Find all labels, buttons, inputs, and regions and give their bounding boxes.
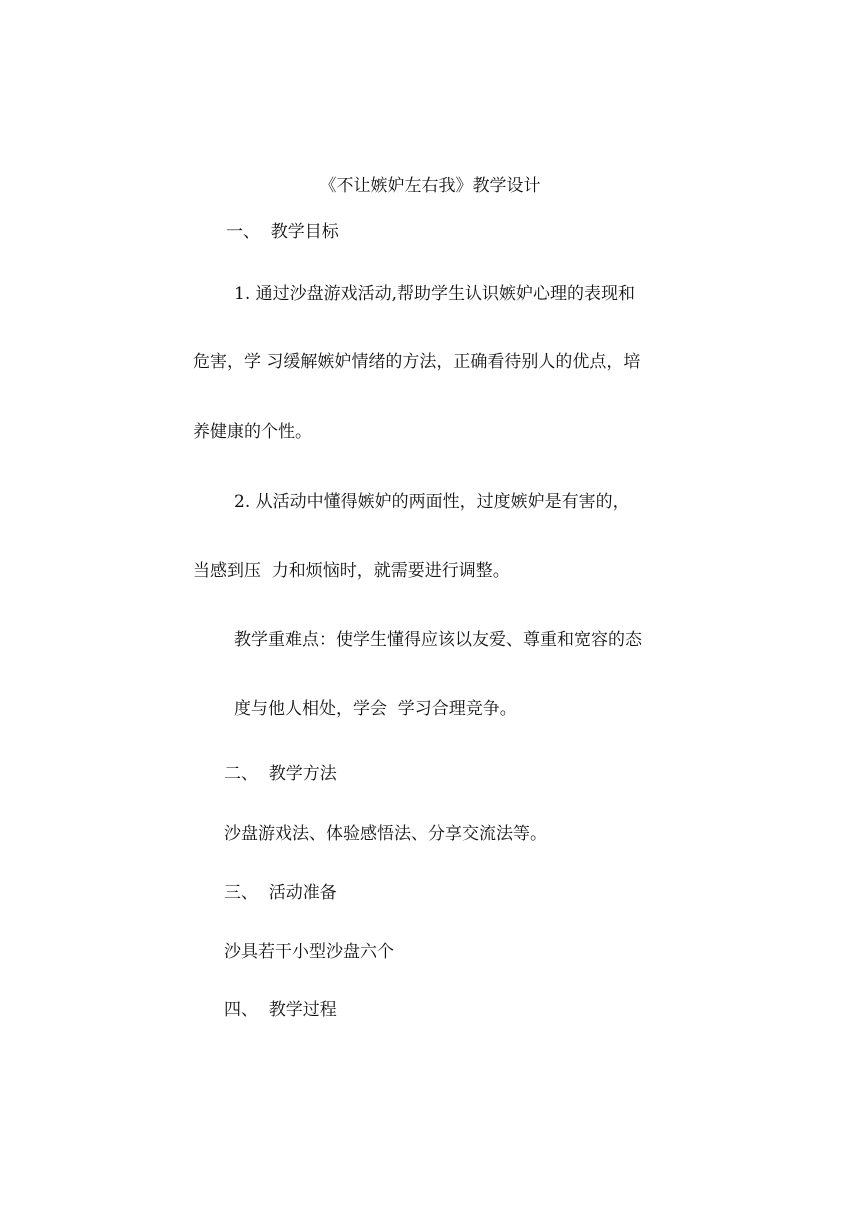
methods-content: 沙盘游戏法、体验感悟法、分享交流法等。 (224, 824, 547, 844)
section-heading-objectives: 一、 教学目标 (226, 222, 339, 242)
section-heading-methods: 二、 教学方法 (224, 764, 337, 784)
objective-1-line-3: 养健康的个性。 (193, 422, 312, 442)
objective-1-line-2: 危害，学 习缓解嫉妒情绪的方法，正确看待别人的优点，培 (193, 352, 641, 372)
key-point-line-1: 教学重难点：使学生懂得应该以友爱、尊重和宽容的态 (234, 630, 642, 650)
preparation-content: 沙具若干小型沙盘六个 (224, 942, 394, 962)
document-title: 《不让嫉妒左右我》教学设计 (319, 176, 541, 196)
objective-2-line-2: 当感到压 力和烦恼时，就需要进行调整。 (193, 561, 510, 581)
section-heading-process: 四、 教学过程 (224, 1000, 337, 1020)
objective-1-line-1: 1. 通过沙盘游戏活动,帮助学生认识嫉妒心理的表现和 (234, 284, 636, 304)
key-point-line-2: 度与他人相处，学会 学习合理竞争。 (234, 699, 517, 719)
objective-2-line-1: 2. 从活动中懂得嫉妒的两面性，过度嫉妒是有害的， (234, 492, 630, 512)
section-heading-preparation: 三、 活动准备 (224, 883, 337, 903)
